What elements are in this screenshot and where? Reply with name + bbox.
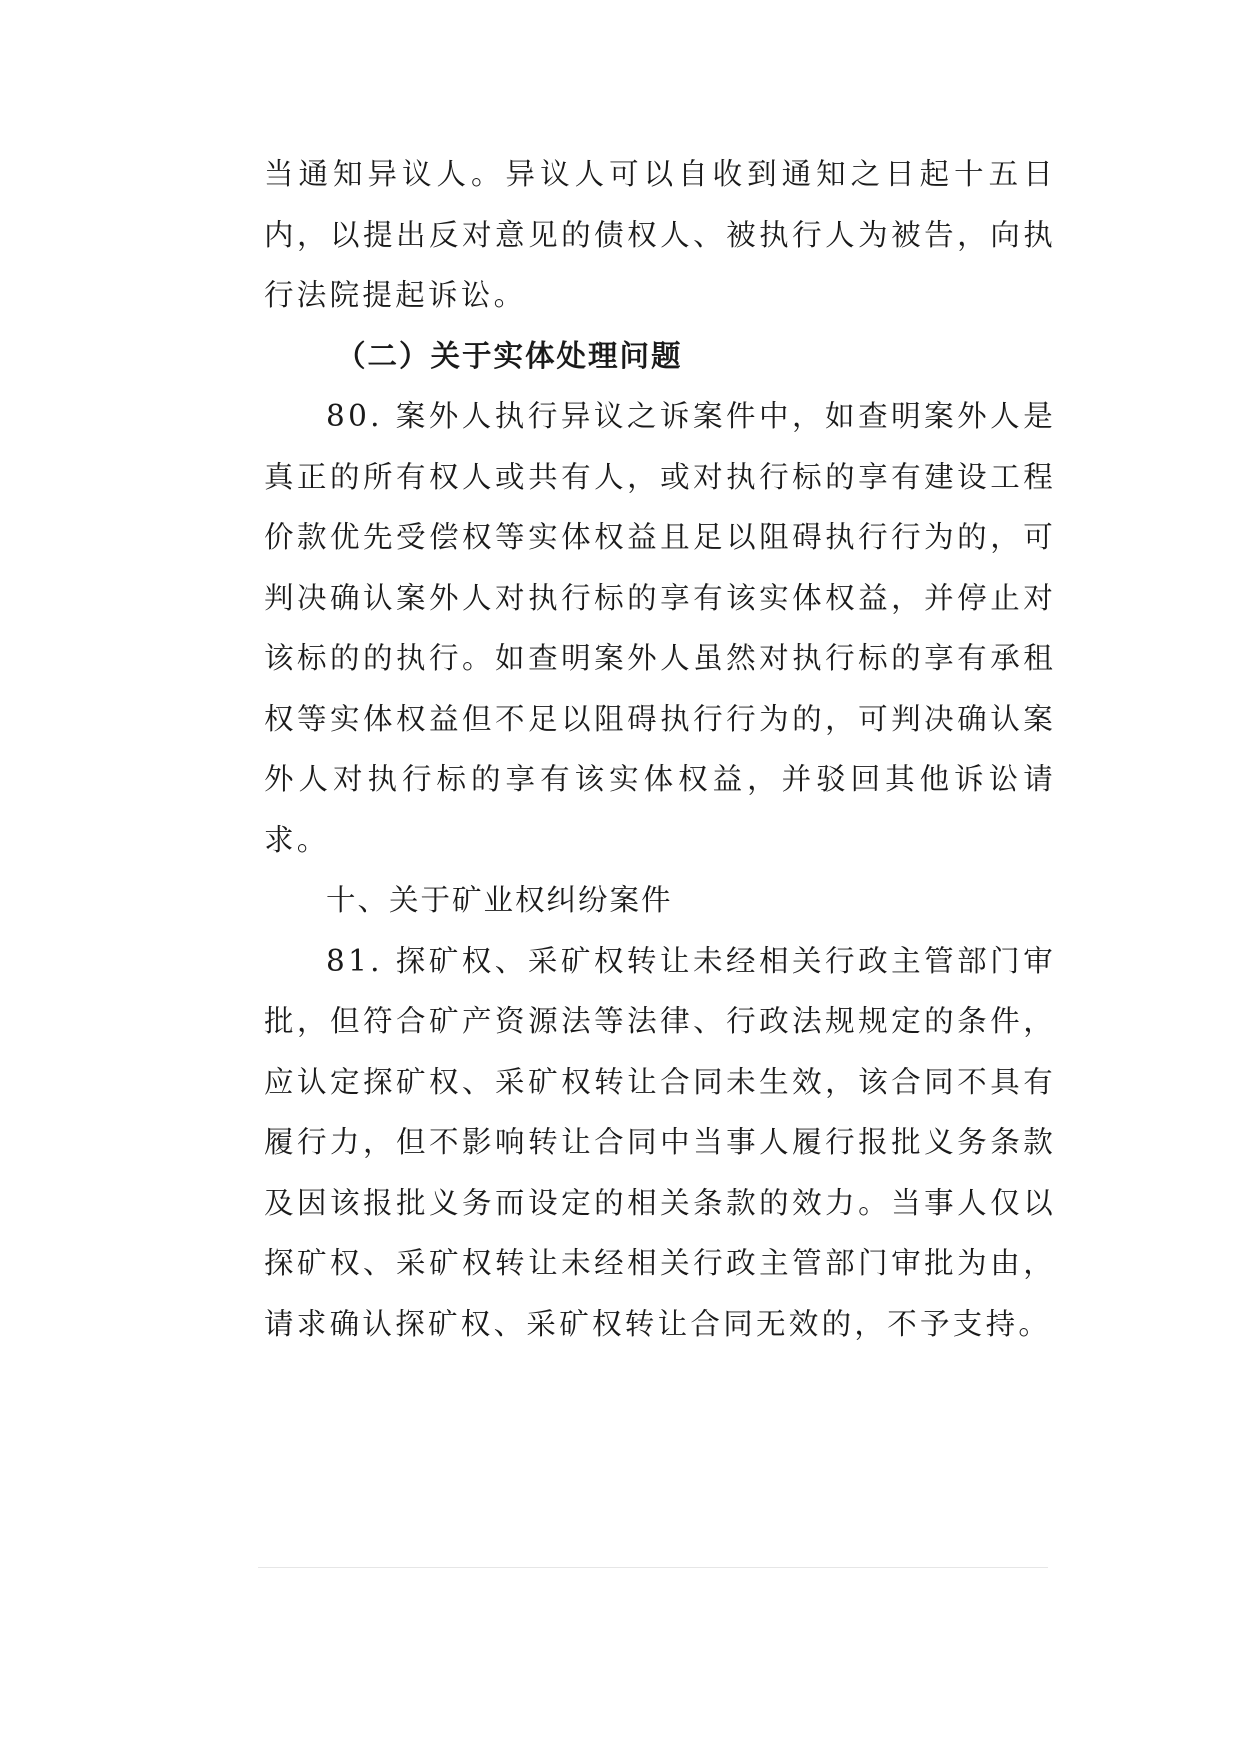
document-body xyxy=(264,144,1056,1354)
section-heading-mining-rights: 十、关于矿业权纠纷案件 xyxy=(326,883,673,917)
footer-divider xyxy=(258,1567,1048,1568)
article-81-paragraph: 81. 探矿权、采矿权转让未经相关行政主管部门审批，但符合矿产资源法等法律、行政法规规定的条件，应认定探矿权、采矿权转让合同未生效，该合同不具有履行力，但不影响转让合同中当事人履行报批义务条款及因该报批义务而设定的相关条款的效力。当事人仅以探矿权、采矿权转让未经相关行政主管部门审批为由，请求确认探矿权、采矿权转让合同无效的，不予支持。 xyxy=(264,943,1056,1341)
article-80-paragraph: 80. 案外人执行异议之诉案件中，如查明案外人是真正的所有权人或共有人，或对执行标的享有建设工程价款优先受偿权等实体权益且足以阻碍执行行为的，可判决确认案外人对执行标的享有该实体权益，并停止对该标的的执行。如查明案外人虽然对执行标的享有承租权等实体权益但不足以阻碍执行行为的，可判决确认案外人对执行标的享有该实体权益，并驳回其他诉讼请求。 xyxy=(264,399,1056,857)
subheading-entity-handling: （二）关于实体处理问题 xyxy=(336,337,683,373)
continuation-paragraph: 当通知异议人。异议人可以自收到通知之日起十五日内，以提出反对意见的债权人、被执行人为被告，向执行法院提起诉讼。 xyxy=(264,157,1056,312)
